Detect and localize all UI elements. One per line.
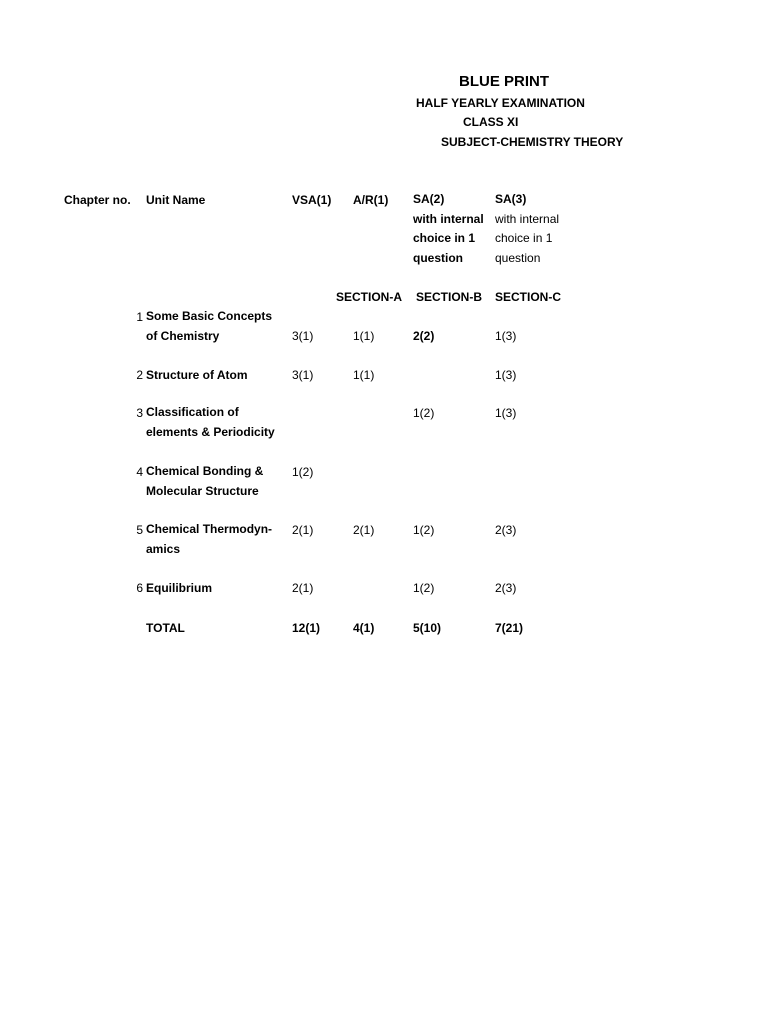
header-ar: A/R(1) (353, 193, 389, 207)
vsa-cell: 1(2) (292, 465, 314, 479)
unit-name-line2: elements & Periodicity (146, 424, 275, 439)
class-title: CLASS XI (463, 115, 519, 129)
header-sa2-line3: question (413, 250, 463, 265)
total-vsa: 12(1) (292, 621, 321, 635)
sa3-cell: 2(3) (495, 581, 517, 595)
unit-name (146, 462, 263, 501)
header-unit-name: Unit Name (146, 193, 206, 207)
vsa-cell: 3(1) (292, 329, 314, 343)
header-sa2 (413, 190, 484, 268)
chapter-number: 6 (136, 581, 143, 595)
sa3-cell: 2(3) (495, 523, 517, 537)
unit-name-line1: Some Basic Concepts (146, 309, 273, 323)
page-title: BLUE PRINT (459, 73, 549, 90)
unit-name-line1: Chemical Bonding & (146, 464, 264, 478)
total-sa2: 5(10) (413, 621, 442, 635)
vsa-cell: 2(1) (292, 581, 314, 595)
sa2-cell: 1(2) (413, 581, 435, 595)
sa3-cell: 1(3) (495, 368, 517, 382)
section-a-label: SECTION-A (336, 290, 402, 304)
unit-name-line2: of Chemistry (146, 328, 220, 343)
header-sa2-title: SA(2) (413, 192, 445, 206)
vsa-cell: 2(1) (292, 523, 314, 537)
header-chapter-no: Chapter no. (64, 193, 131, 207)
chapter-number: 4 (136, 465, 143, 479)
sa2-cell: 1(2) (413, 406, 435, 420)
sa3-cell: 1(3) (495, 406, 517, 420)
unit-name (146, 307, 272, 346)
ar-cell: 1(1) (353, 368, 375, 382)
unit-name-line1: Classification of (146, 405, 239, 419)
vsa-cell: 3(1) (292, 368, 314, 382)
header-sa3-line2: choice in 1 (495, 231, 553, 245)
sa2-cell: 1(2) (413, 523, 435, 537)
unit-name-line2: Molecular Structure (146, 483, 259, 498)
unit-name (146, 403, 275, 442)
sa3-cell: 1(3) (495, 329, 517, 343)
chapter-number: 3 (136, 406, 143, 420)
chapter-number: 5 (136, 523, 143, 537)
unit-name (146, 520, 272, 559)
subject-title: SUBJECT-CHEMISTRY THEORY (441, 135, 624, 149)
total-sa3: 7(21) (495, 621, 524, 635)
unit-name-line1: Chemical Thermodyn- (146, 522, 273, 536)
header-sa3-line3: question (495, 250, 541, 265)
chapter-number: 2 (136, 368, 143, 382)
ar-cell: 2(1) (353, 523, 375, 537)
unit-name: Equilibrium (146, 581, 212, 595)
ar-cell: 1(1) (353, 329, 375, 343)
header-sa3-line1: with internal (495, 211, 560, 226)
chapter-number: 1 (136, 310, 143, 324)
section-c-label: SECTION-C (495, 290, 561, 304)
section-b-label: SECTION-B (416, 290, 482, 304)
header-sa3-title: SA(3) (495, 192, 527, 206)
total-label: TOTAL (146, 621, 185, 635)
header-sa3 (495, 190, 559, 268)
header-sa2-line1: with internal (413, 211, 484, 226)
header-sa2-line2: choice in 1 (413, 231, 476, 245)
header-vsa: VSA(1) (292, 193, 332, 207)
unit-name: Structure of Atom (146, 368, 248, 382)
total-ar: 4(1) (353, 621, 375, 635)
sa2-cell: 2(2) (413, 329, 435, 343)
unit-name-line2: amics (146, 541, 181, 556)
exam-title: HALF YEARLY EXAMINATION (416, 96, 585, 110)
